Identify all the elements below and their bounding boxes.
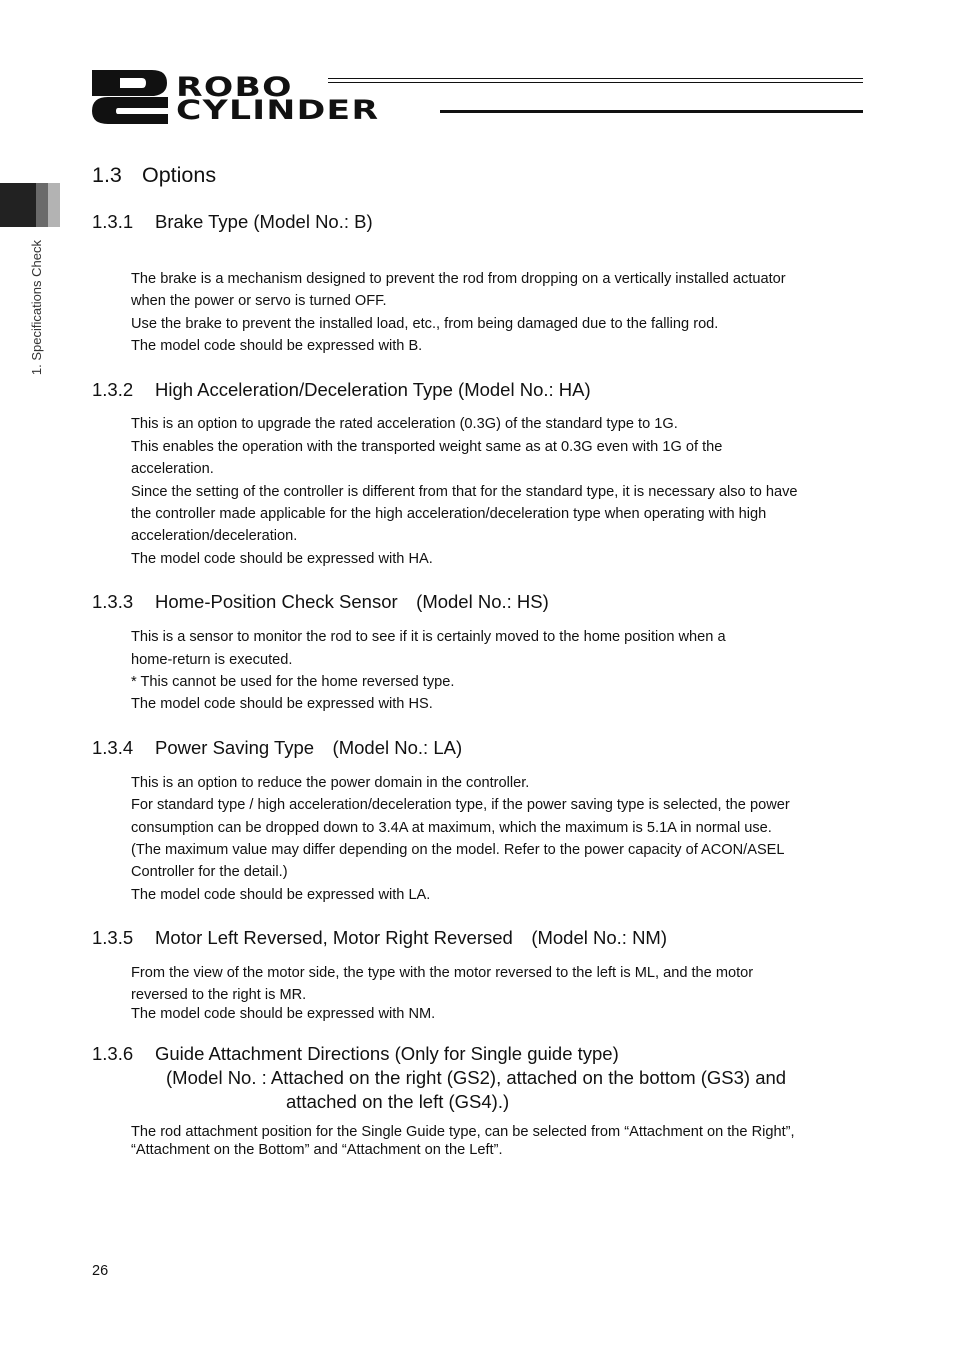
paragraph-line: * This cannot be used for the home reversed type. (131, 674, 455, 690)
paragraph-line: home-return is executed. (131, 652, 293, 668)
paragraph-line: acceleration/deceleration. (131, 528, 298, 544)
paragraph-line: From the view of the motor side, the type with the motor reversed to the left is ML, and the motor (131, 965, 754, 981)
subsection-title: Home-Position Check Sensor (Model No.: HS) (155, 591, 549, 612)
subsection-title-line2: (Model No. : Attached on the right (GS2), attached on the bottom (GS3) and (166, 1067, 787, 1088)
subsection-title: High Acceleration/Deceleration Type (Model No.: HA) (155, 379, 591, 400)
paragraph-line: Since the setting of the controller is different from that for the standard type, it is necessary also to have (131, 484, 798, 500)
paragraph-line: (The maximum value may differ depending on the model. Refer to the power capacity of ACON/ASEL (131, 842, 785, 858)
subsection-title: Motor Left Reversed, Motor Right Reversed (Model No.: NM) (155, 927, 668, 948)
logo-r-mark (92, 70, 167, 96)
subsection-number: 1.3.2 (92, 379, 134, 400)
paragraph-line: consumption can be dropped down to 3.4A at maximum, which the maximum is 5.1A in normal use. (131, 820, 772, 836)
subsection-heading (92, 210, 373, 234)
paragraph-line: The model code should be expressed with LA. (131, 887, 431, 903)
page-number: 26 (92, 1263, 109, 1279)
section-title: Options (142, 163, 217, 187)
header-rule-top (328, 78, 863, 79)
subsection-number: 1.3.3 (92, 591, 134, 612)
subsection-title-line3: attached on the left (GS4).) (286, 1091, 510, 1112)
subsection-heading (92, 736, 462, 760)
subsection-heading (92, 590, 549, 614)
paragraph-line: The rod attachment position for the Single Guide type, can be selected from “Attachment on the Right”, (131, 1124, 795, 1140)
paragraph-line: This is a sensor to monitor the rod to see if it is certainly moved to the home position when a (131, 629, 726, 645)
paragraph-line: The model code should be expressed with NM. (131, 1006, 436, 1022)
paragraph-line: This is an option to reduce the power domain in the controller. (131, 775, 530, 791)
paragraph-line: The brake is a mechanism designed to prevent the rod from dropping on a vertically installed actuator (131, 271, 786, 287)
paragraph-line: acceleration. (131, 461, 214, 477)
side-tab-label: 1. Specifications Check (29, 240, 44, 376)
subsection-heading (92, 926, 667, 950)
paragraph-line: reversed to the right is MR. (131, 987, 307, 1003)
subsection-title: Guide Attachment Directions (Only for Single guide type) (155, 1043, 619, 1064)
paragraph-line: Use the brake to prevent the installed load, etc., from being damaged due to the falling rod. (131, 316, 719, 332)
logo-text-cylinder: CYLINDER (176, 95, 380, 126)
side-tab-marker-light (48, 183, 60, 227)
side-tab-marker-mid (36, 183, 48, 227)
side-tab-marker (0, 183, 36, 227)
subsection-heading (92, 1042, 619, 1066)
section-heading (92, 161, 216, 189)
subsection-number: 1.3.4 (92, 737, 134, 758)
logo-c-mark (92, 97, 168, 124)
paragraph-line: The model code should be expressed with HS. (131, 696, 433, 712)
paragraph-line: Controller for the detail.) (131, 864, 288, 880)
paragraph-line: This is an option to upgrade the rated acceleration (0.3G) of the standard type to 1G. (131, 416, 678, 432)
subsection-title: Brake Type (Model No.: B) (155, 211, 373, 232)
paragraph-line: The model code should be expressed with B. (131, 338, 423, 354)
section-number: 1.3 (92, 163, 122, 187)
paragraph-line: This enables the operation with the transported weight same as at 0.3G even with 1G of the (131, 439, 723, 455)
paragraph-line: The model code should be expressed with HA. (131, 551, 433, 567)
header-rule-bottom (440, 110, 863, 113)
subsection-number: 1.3.6 (92, 1043, 134, 1064)
subsection-number: 1.3.5 (92, 927, 134, 948)
header-rule-top-2 (328, 82, 863, 83)
subsection-title: Power Saving Type (Model No.: LA) (155, 737, 463, 758)
subsection-number: 1.3.1 (92, 211, 134, 232)
paragraph-line: “Attachment on the Bottom” and “Attachment on the Left”. (131, 1142, 503, 1158)
paragraph-line: the controller made applicable for the high acceleration/deceleration type when operating with high (131, 506, 767, 522)
logo-text-robo: ROBO (176, 72, 293, 103)
paragraph-line: For standard type / high acceleration/deceleration type, if the power saving type is selected, the power (131, 797, 790, 813)
paragraph-line: when the power or servo is turned OFF. (131, 293, 387, 309)
subsection-heading (92, 378, 591, 402)
